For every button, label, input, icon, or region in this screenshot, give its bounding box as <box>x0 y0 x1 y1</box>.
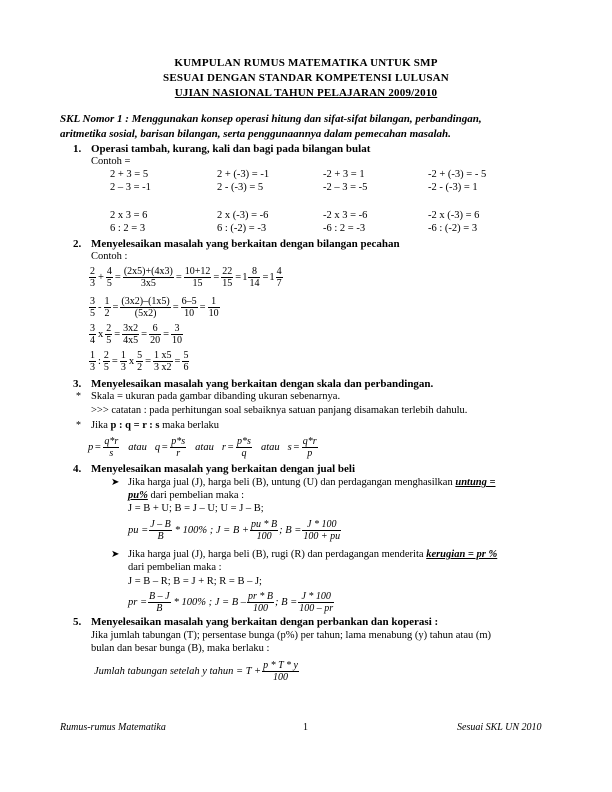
proportion-formula: p = $\frac{q*r}{s}$ atau q = $\frac{p*s}{r}$ atau r = $\frac{p*s}{q}$ atau s = $\frac{q*r}{p}$ <box>88 435 317 459</box>
section-4-heading: Menyelesaikan masalah yang berkaitan dengan jual beli <box>91 463 356 475</box>
loss-formula: pr = $\frac{B - J}{B}$ * 100% ; J = B – $\frac{pr * B}{100}$ ; B = $\frac{J * 100}{100 - pr}$ <box>128 590 334 614</box>
section-2-number: 2. <box>73 238 82 250</box>
s1-cell: -2 + (-3) = - 5 <box>428 169 487 180</box>
footer-right: Sesuai SKL UN 2010 <box>457 722 542 733</box>
arrow-bullet-icon: ➤ <box>111 477 120 488</box>
s1-cell: -2 – 3 = -5 <box>323 182 368 193</box>
section-3-heading: Menyelesaikan masalah yang berkaitan dengan skala dan perbandingan. <box>91 378 434 390</box>
s1-cell: -6 : (-2) = 3 <box>428 223 478 234</box>
s1-cell: -2 - (-3) = 1 <box>428 182 478 193</box>
section-1-contoh: Contoh = <box>91 156 131 167</box>
section-1-heading: Operasi tambah, kurang, kali dan bagi pada bilangan bulat <box>91 143 371 155</box>
profit-intro: Jika harga jual (J), harga beli (B), untung (U) dan perdagangan menghasilkan untung = <box>128 477 496 488</box>
fraction-example-2: $\frac{3}{5}$ - $\frac{1}{2}$ = $\frac{(3x2)-(1x5)}{(5x2)}$ = $\frac{6-5}{10}$ = $\frac{1}{10}$ <box>90 295 219 319</box>
profit-intro-2: pu% dari pembelian maka : <box>128 490 245 501</box>
fraction-example-1: $\frac{2}{3}$ + $\frac{4}{5}$ = $\frac{(2x5)+(4x3)}{3x5}$ = $\frac{10+12}{15}$ = $\frac{22}{15}$ = 1 $\frac{8}{14}$ = 1 $\frac{4}{7}$ <box>90 265 282 289</box>
savings-formula: Jumlah tabungan setelah y tahun = T + $\frac{p * T * y}{100}$ <box>94 659 298 683</box>
fraction-example-3: $\frac{3}{4}$ x $\frac{2}{5}$ = $\frac{3x2}{4x5}$ = $\frac{6}{20}$ = $\frac{3}{10}$ <box>90 322 183 346</box>
s1-cell: -2 + 3 = 1 <box>323 169 365 180</box>
bullet-icon: * <box>76 391 81 402</box>
title-line-3: UJIAN NASIONAL TAHUN PELAJARAN 2009/2010 <box>174 87 438 99</box>
profit-formula: pu = $\frac{J - B}{B}$ * 100% ; J = B + $\frac{pu * B}{100}$ ; B = $\frac{J * 100}{100 + pu}$ <box>128 518 341 542</box>
section-3-number: 3. <box>73 378 82 390</box>
proportion-intro: Jika p : q = r : s maka berlaku <box>91 420 219 431</box>
s1-cell: -2 x (-3) = 6 <box>428 210 480 221</box>
section-5-number: 5. <box>73 616 82 628</box>
section-4-number: 4. <box>73 463 82 475</box>
s1-cell: -2 x 3 = -6 <box>323 210 368 221</box>
s1-cell: 2 + 3 = 5 <box>110 169 149 180</box>
title-line-1: KUMPULAN RUMUS MATEMATIKA UNTUK SMP <box>174 57 438 69</box>
s1-cell: 2 – 3 = -1 <box>110 182 151 193</box>
s1-cell: 6 : 2 = 3 <box>110 223 146 234</box>
bullet-icon: * <box>76 420 81 431</box>
section-2-heading: Menyelesaikan masalah yang berkaitan dengan bilangan pecahan <box>91 238 400 250</box>
s1-cell: 2 + (-3) = -1 <box>217 169 270 180</box>
loss-relations: J = B – R; B = J + R; R = B – J; <box>128 576 262 587</box>
loss-intro: Jika harga jual (J), harga beli (B), rugi (R) dan perdagangan menderita kerugian = pr % <box>128 549 498 560</box>
title-line-2: SESUAI DENGAN STANDAR KOMPETENSI LULUSAN <box>163 72 449 84</box>
s1-cell: 2 - (-3) = 5 <box>217 182 264 193</box>
savings-text-1: Jika jumlah tabungan (T); persentase bunga (p%) per tahun; lama menabung (y) tahun atau (m) <box>91 630 492 641</box>
savings-text-2: bulan dan besar bunga (B), maka berlaku : <box>91 643 270 654</box>
s1-cell: 6 : (-2) = -3 <box>217 223 267 234</box>
page-number: 1 <box>303 722 308 733</box>
profit-relations: J = B + U; B = J – U; U = J – B; <box>128 503 264 514</box>
s1-cell: 2 x 3 = 6 <box>110 210 148 221</box>
footer-left: Rumus-rumus Matematika <box>60 722 166 733</box>
arrow-bullet-icon: ➤ <box>111 549 120 560</box>
s1-cell: -6 : 2 = -3 <box>323 223 366 234</box>
s1-cell: 2 x (-3) = -6 <box>217 210 269 221</box>
section-1-number: 1. <box>73 143 82 155</box>
skl-line-2: aritmetika sosial, barisan bilangan, serta penggunaannya dalam pemecahan masalah. <box>60 128 451 140</box>
fraction-example-4: $\frac{1}{3}$ : $\frac{2}{5}$ = $\frac{1}{3}$ x $\frac{5}{2}$ = $\frac{1 x5}{3 x2}$ = $\frac{5}{6}$ <box>90 349 189 373</box>
section-5-heading: Menyelesaikan masalah yang berkaitan dengan perbankan dan koperasi : <box>91 616 439 628</box>
section-2-contoh: Contoh : <box>91 251 128 262</box>
loss-intro-2: dari pembelian maka : <box>128 562 222 573</box>
scale-definition: Skala = ukuran pada gambar dibanding ukuran sebenarnya. <box>91 391 341 402</box>
scale-note: >>> catatan : pada perhitungan soal sebaiknya satuan panjang disamakan terlebih dahulu. <box>91 405 468 416</box>
skl-line-1: SKL Nomor 1 : Menggunakan konsep operasi hitung dan sifat-sifat bilangan, perbandingan, <box>60 113 482 125</box>
